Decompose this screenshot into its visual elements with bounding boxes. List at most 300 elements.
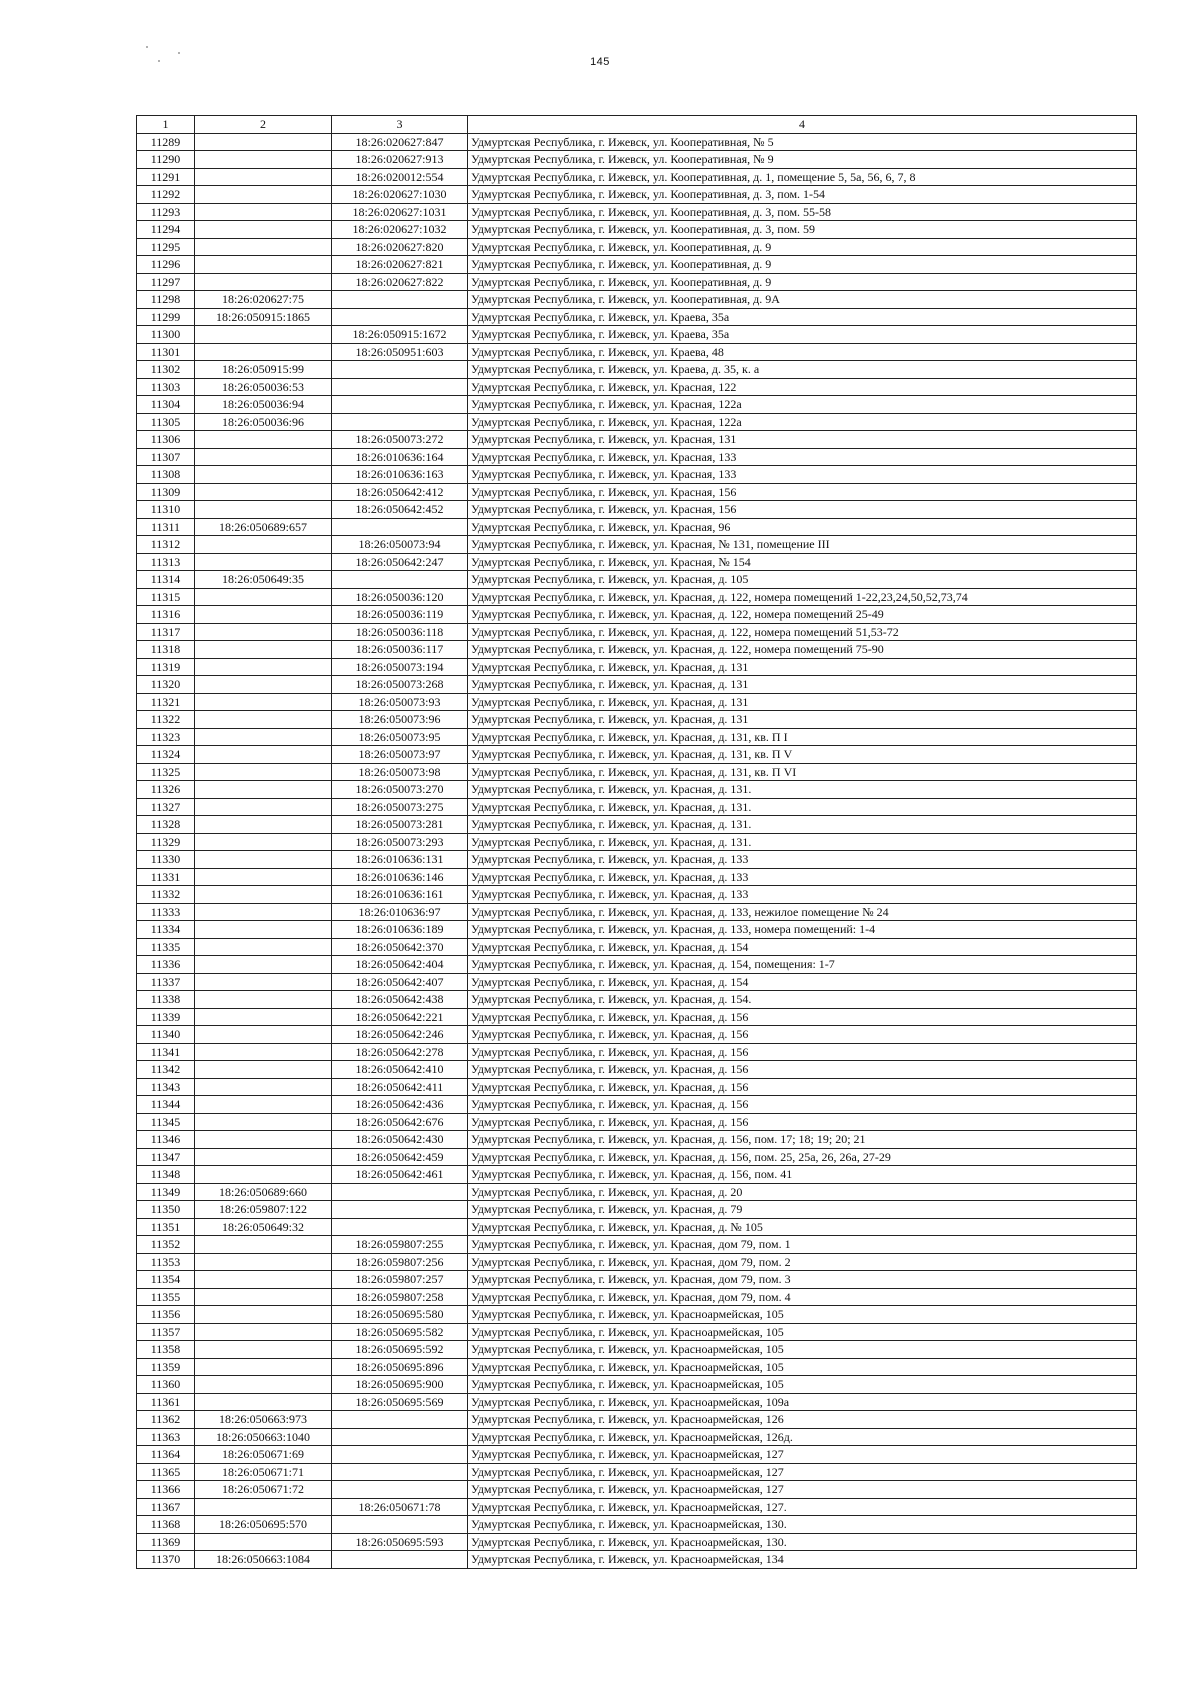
building-cadastral-cell: 18:26:050695:593 — [332, 1533, 468, 1551]
land-cadastral-cell: 18:26:050915:1865 — [195, 308, 332, 326]
land-cadastral-cell: 18:26:050671:72 — [195, 1481, 332, 1499]
table-row — [137, 1166, 1137, 1184]
row-number-cell: 11360 — [137, 1376, 195, 1394]
table-row — [137, 1358, 1137, 1376]
land-cadastral-cell — [195, 623, 332, 641]
land-cadastral-cell — [195, 1236, 332, 1254]
address-cell: Удмуртская Республика, г. Ижевск, ул. Красная, 156 — [468, 483, 1137, 501]
table-row — [137, 168, 1137, 186]
land-cadastral-cell: 18:26:050695:570 — [195, 1516, 332, 1534]
address-cell: Удмуртская Республика, г. Ижевск, ул. Красная, д. 154 — [468, 973, 1137, 991]
land-cadastral-cell — [195, 1131, 332, 1149]
row-number-cell: 11310 — [137, 501, 195, 519]
table-row — [137, 1463, 1137, 1481]
land-cadastral-cell: 18:26:050649:32 — [195, 1218, 332, 1236]
address-cell: Удмуртская Республика, г. Ижевск, ул. Красноармейская, 109а — [468, 1393, 1137, 1411]
row-number-cell: 11311 — [137, 518, 195, 536]
row-number-cell: 11306 — [137, 431, 195, 449]
row-number-cell: 11361 — [137, 1393, 195, 1411]
address-cell: Удмуртская Республика, г. Ижевск, ул. Красноармейская, 126д. — [468, 1428, 1137, 1446]
table-row — [137, 466, 1137, 484]
building-cadastral-cell: 18:26:050642:411 — [332, 1078, 468, 1096]
row-number-cell: 11353 — [137, 1253, 195, 1271]
table-row — [137, 833, 1137, 851]
table-row — [137, 1131, 1137, 1149]
building-cadastral-cell: 18:26:050642:407 — [332, 973, 468, 991]
row-number-cell: 11293 — [137, 203, 195, 221]
land-cadastral-cell — [195, 1113, 332, 1131]
land-cadastral-cell — [195, 273, 332, 291]
building-cadastral-cell: 18:26:050073:93 — [332, 693, 468, 711]
row-number-cell: 11347 — [137, 1148, 195, 1166]
address-cell: Удмуртская Республика, г. Ижевск, ул. Красная, 133 — [468, 466, 1137, 484]
address-cell: Удмуртская Республика, г. Ижевск, ул. Красная, д. 20 — [468, 1183, 1137, 1201]
address-cell: Удмуртская Республика, г. Ижевск, ул. Красная, д. 156 — [468, 1043, 1137, 1061]
table-row — [137, 378, 1137, 396]
building-cadastral-cell: 18:26:050642:430 — [332, 1131, 468, 1149]
row-number-cell: 11297 — [137, 273, 195, 291]
building-cadastral-cell: 18:26:050671:78 — [332, 1498, 468, 1516]
table-row — [137, 1341, 1137, 1359]
row-number-cell: 11333 — [137, 903, 195, 921]
land-cadastral-cell — [195, 833, 332, 851]
building-cadastral-cell — [332, 361, 468, 379]
building-cadastral-cell — [332, 1428, 468, 1446]
building-cadastral-cell: 18:26:050695:569 — [332, 1393, 468, 1411]
building-cadastral-cell: 18:26:010636:131 — [332, 851, 468, 869]
building-cadastral-cell: 18:26:050642:278 — [332, 1043, 468, 1061]
building-cadastral-cell — [332, 1551, 468, 1569]
table-row — [137, 308, 1137, 326]
table-row — [137, 886, 1137, 904]
table-row — [137, 1411, 1137, 1429]
address-cell: Удмуртская Республика, г. Ижевск, ул. Кооперативная, д. 9 — [468, 273, 1137, 291]
table-row — [137, 606, 1137, 624]
table-row — [137, 658, 1137, 676]
table-row — [137, 133, 1137, 151]
address-cell: Удмуртская Республика, г. Ижевск, ул. Красная, д. 156 — [468, 1113, 1137, 1131]
row-number-cell: 11299 — [137, 308, 195, 326]
row-number-cell: 11366 — [137, 1481, 195, 1499]
address-cell: Удмуртская Республика, г. Ижевск, ул. Красная, дом 79, пом. 2 — [468, 1253, 1137, 1271]
building-cadastral-cell: 18:26:050073:275 — [332, 798, 468, 816]
building-cadastral-cell: 18:26:050642:412 — [332, 483, 468, 501]
row-number-cell: 11367 — [137, 1498, 195, 1516]
building-cadastral-cell — [332, 571, 468, 589]
row-number-cell: 11370 — [137, 1551, 195, 1569]
table-row — [137, 728, 1137, 746]
address-cell: Удмуртская Республика, г. Ижевск, ул. Красная, д. 133, номера помещений: 1-4 — [468, 921, 1137, 939]
table-row — [137, 1236, 1137, 1254]
row-number-cell: 11315 — [137, 588, 195, 606]
table-row — [137, 903, 1137, 921]
row-number-cell: 11329 — [137, 833, 195, 851]
table-row — [137, 1043, 1137, 1061]
table-row — [137, 693, 1137, 711]
table-row — [137, 588, 1137, 606]
land-cadastral-cell — [195, 728, 332, 746]
table-row — [137, 816, 1137, 834]
table-row — [137, 1113, 1137, 1131]
address-cell: Удмуртская Республика, г. Ижевск, ул. Красная, д. 154. — [468, 991, 1137, 1009]
land-cadastral-cell: 18:26:050036:94 — [195, 396, 332, 414]
land-cadastral-cell — [195, 133, 332, 151]
header-col-4: 4 — [468, 116, 1137, 134]
land-cadastral-cell: 18:26:050689:657 — [195, 518, 332, 536]
table-row — [137, 1271, 1137, 1289]
building-cadastral-cell: 18:26:050951:603 — [332, 343, 468, 361]
row-number-cell: 11344 — [137, 1096, 195, 1114]
address-cell: Удмуртская Республика, г. Ижевск, ул. Кооперативная, д. 3, пом. 1-54 — [468, 186, 1137, 204]
building-cadastral-cell — [332, 1201, 468, 1219]
row-number-cell: 11355 — [137, 1288, 195, 1306]
table-row — [137, 956, 1137, 974]
address-cell: Удмуртская Республика, г. Ижевск, ул. Кооперативная, д. 9 — [468, 256, 1137, 274]
row-number-cell: 11295 — [137, 238, 195, 256]
table-row — [137, 641, 1137, 659]
table-row — [137, 1148, 1137, 1166]
table-row — [137, 448, 1137, 466]
row-number-cell: 11307 — [137, 448, 195, 466]
row-number-cell: 11300 — [137, 326, 195, 344]
land-cadastral-cell: 18:26:050663:973 — [195, 1411, 332, 1429]
header-col-1: 1 — [137, 116, 195, 134]
land-cadastral-cell — [195, 1288, 332, 1306]
land-cadastral-cell — [195, 256, 332, 274]
address-cell: Удмуртская Республика, г. Ижевск, ул. Красная, д. 131. — [468, 833, 1137, 851]
land-cadastral-cell: 18:26:050915:99 — [195, 361, 332, 379]
land-cadastral-cell — [195, 483, 332, 501]
building-cadastral-cell: 18:26:050073:96 — [332, 711, 468, 729]
land-cadastral-cell — [195, 1341, 332, 1359]
building-cadastral-cell: 18:26:050642:459 — [332, 1148, 468, 1166]
building-cadastral-cell: 18:26:050695:580 — [332, 1306, 468, 1324]
row-number-cell: 11290 — [137, 151, 195, 169]
address-cell: Удмуртская Республика, г. Ижевск, ул. Красная, д. 156 — [468, 1026, 1137, 1044]
land-cadastral-cell — [195, 466, 332, 484]
address-cell: Удмуртская Республика, г. Ижевск, ул. Красная, д. 131. — [468, 781, 1137, 799]
address-cell: Удмуртская Республика, г. Ижевск, ул. Красная, д. 156 — [468, 1061, 1137, 1079]
address-cell: Удмуртская Республика, г. Ижевск, ул. Красноармейская, 105 — [468, 1376, 1137, 1394]
table-row — [137, 1428, 1137, 1446]
table-row — [137, 1516, 1137, 1534]
address-cell: Удмуртская Республика, г. Ижевск, ул. Красная, д. 133, нежилое помещение № 24 — [468, 903, 1137, 921]
table-row — [137, 1288, 1137, 1306]
row-number-cell: 11320 — [137, 676, 195, 694]
land-cadastral-cell — [195, 606, 332, 624]
header-col-2: 2 — [195, 116, 332, 134]
table-row — [137, 1253, 1137, 1271]
building-cadastral-cell — [332, 1516, 468, 1534]
address-cell: Удмуртская Республика, г. Ижевск, ул. Краева, 35а — [468, 308, 1137, 326]
land-cadastral-cell — [195, 186, 332, 204]
row-number-cell: 11302 — [137, 361, 195, 379]
table-row — [137, 553, 1137, 571]
table-body — [137, 133, 1137, 1568]
building-cadastral-cell: 18:26:050073:272 — [332, 431, 468, 449]
land-cadastral-cell — [195, 991, 332, 1009]
row-number-cell: 11339 — [137, 1008, 195, 1026]
land-cadastral-cell — [195, 1323, 332, 1341]
table-row — [137, 291, 1137, 309]
row-number-cell: 11365 — [137, 1463, 195, 1481]
row-number-cell: 11332 — [137, 886, 195, 904]
address-cell: Удмуртская Республика, г. Ижевск, ул. Красная, 133 — [468, 448, 1137, 466]
address-cell: Удмуртская Республика, г. Ижевск, ул. Красная, д. 122, номера помещений 51,53-72 — [468, 623, 1137, 641]
building-cadastral-cell: 18:26:050642:404 — [332, 956, 468, 974]
building-cadastral-cell — [332, 291, 468, 309]
row-number-cell: 11351 — [137, 1218, 195, 1236]
row-number-cell: 11346 — [137, 1131, 195, 1149]
table-row — [137, 991, 1137, 1009]
land-cadastral-cell — [195, 816, 332, 834]
table-row — [137, 186, 1137, 204]
land-cadastral-cell — [195, 1148, 332, 1166]
address-cell: Удмуртская Республика, г. Ижевск, ул. Красная, дом 79, пом. 1 — [468, 1236, 1137, 1254]
land-cadastral-cell — [195, 1306, 332, 1324]
building-cadastral-cell: 18:26:020627:1031 — [332, 203, 468, 221]
row-number-cell: 11317 — [137, 623, 195, 641]
address-cell: Удмуртская Республика, г. Ижевск, ул. Красная, № 131, помещение III — [468, 536, 1137, 554]
address-cell: Удмуртская Республика, г. Ижевск, ул. Красная, д. 131 — [468, 693, 1137, 711]
table-row — [137, 221, 1137, 239]
address-cell: Удмуртская Республика, г. Ижевск, ул. Красная, 122 — [468, 378, 1137, 396]
row-number-cell: 11358 — [137, 1341, 195, 1359]
address-cell: Удмуртская Республика, г. Ижевск, ул. Кооперативная, д. 1, помещение 5, 5а, 56, 6, 7, 8 — [468, 168, 1137, 186]
row-number-cell: 11304 — [137, 396, 195, 414]
address-cell: Удмуртская Республика, г. Ижевск, ул. Красная, д. 131, кв. П I — [468, 728, 1137, 746]
row-number-cell: 11308 — [137, 466, 195, 484]
page-number: 145 — [590, 56, 610, 68]
table-row — [137, 1498, 1137, 1516]
address-cell: Удмуртская Республика, г. Ижевск, ул. Красная, 131 — [468, 431, 1137, 449]
table-row — [137, 711, 1137, 729]
building-cadastral-cell: 18:26:050915:1672 — [332, 326, 468, 344]
land-cadastral-cell: 18:26:050036:53 — [195, 378, 332, 396]
building-cadastral-cell: 18:26:010636:161 — [332, 886, 468, 904]
address-cell: Удмуртская Республика, г. Ижевск, ул. Красноармейская, 130. — [468, 1516, 1137, 1534]
table-row — [137, 326, 1137, 344]
land-cadastral-cell — [195, 168, 332, 186]
row-number-cell: 11294 — [137, 221, 195, 239]
building-cadastral-cell — [332, 378, 468, 396]
address-cell: Удмуртская Республика, г. Ижевск, ул. Красная, д. 122, номера помещений 1-22,23,24,50,52,73,74 — [468, 588, 1137, 606]
building-cadastral-cell: 18:26:020627:1032 — [332, 221, 468, 239]
building-cadastral-cell: 18:26:020627:822 — [332, 273, 468, 291]
building-cadastral-cell: 18:26:050073:97 — [332, 746, 468, 764]
land-cadastral-cell — [195, 1393, 332, 1411]
address-cell: Удмуртская Республика, г. Ижевск, ул. Красноармейская, 105 — [468, 1341, 1137, 1359]
building-cadastral-cell: 18:26:020627:1030 — [332, 186, 468, 204]
table-row — [137, 273, 1137, 291]
land-cadastral-cell — [195, 1078, 332, 1096]
table-row — [137, 973, 1137, 991]
row-number-cell: 11350 — [137, 1201, 195, 1219]
building-cadastral-cell: 18:26:050642:221 — [332, 1008, 468, 1026]
address-cell: Удмуртская Республика, г. Ижевск, ул. Краева, 35а — [468, 326, 1137, 344]
table-row — [137, 536, 1137, 554]
address-cell: Удмуртская Республика, г. Ижевск, ул. Красная, 122а — [468, 413, 1137, 431]
row-number-cell: 11354 — [137, 1271, 195, 1289]
building-cadastral-cell: 18:26:020627:847 — [332, 133, 468, 151]
land-cadastral-cell — [195, 658, 332, 676]
building-cadastral-cell: 18:26:010636:146 — [332, 868, 468, 886]
land-cadastral-cell — [195, 868, 332, 886]
building-cadastral-cell: 18:26:059807:258 — [332, 1288, 468, 1306]
row-number-cell: 11326 — [137, 781, 195, 799]
row-number-cell: 11364 — [137, 1446, 195, 1464]
land-cadastral-cell: 18:26:050036:96 — [195, 413, 332, 431]
land-cadastral-cell — [195, 1026, 332, 1044]
row-number-cell: 11335 — [137, 938, 195, 956]
building-cadastral-cell — [332, 413, 468, 431]
land-cadastral-cell — [195, 221, 332, 239]
land-cadastral-cell: 18:26:050663:1084 — [195, 1551, 332, 1569]
building-cadastral-cell — [332, 396, 468, 414]
land-cadastral-cell — [195, 1166, 332, 1184]
land-cadastral-cell — [195, 956, 332, 974]
land-cadastral-cell — [195, 1043, 332, 1061]
land-cadastral-cell — [195, 553, 332, 571]
table-row — [137, 203, 1137, 221]
row-number-cell: 11338 — [137, 991, 195, 1009]
land-cadastral-cell — [195, 431, 332, 449]
address-cell: Удмуртская Республика, г. Ижевск, ул. Красноармейская, 105 — [468, 1358, 1137, 1376]
table-row — [137, 238, 1137, 256]
row-number-cell: 11319 — [137, 658, 195, 676]
table-row — [137, 1323, 1137, 1341]
table-row — [137, 518, 1137, 536]
row-number-cell: 11313 — [137, 553, 195, 571]
table-row — [137, 868, 1137, 886]
land-cadastral-cell: 18:26:050649:35 — [195, 571, 332, 589]
address-cell: Удмуртская Республика, г. Ижевск, ул. Красная, д. 105 — [468, 571, 1137, 589]
header-row — [137, 116, 1137, 134]
building-cadastral-cell: 18:26:050695:896 — [332, 1358, 468, 1376]
land-cadastral-cell — [195, 938, 332, 956]
address-cell: Удмуртская Республика, г. Ижевск, ул. Красная, д. 131, кв. П V — [468, 746, 1137, 764]
land-cadastral-cell — [195, 781, 332, 799]
land-cadastral-cell — [195, 343, 332, 361]
header-col-3: 3 — [332, 116, 468, 134]
building-cadastral-cell: 18:26:050073:281 — [332, 816, 468, 834]
table-row — [137, 1306, 1137, 1324]
table-header — [137, 116, 1137, 134]
row-number-cell: 11348 — [137, 1166, 195, 1184]
row-number-cell: 11369 — [137, 1533, 195, 1551]
table-row — [137, 1551, 1137, 1569]
address-cell: Удмуртская Республика, г. Ижевск, ул. Красная, д. 133 — [468, 851, 1137, 869]
building-cadastral-cell: 18:26:050036:120 — [332, 588, 468, 606]
building-cadastral-cell — [332, 1183, 468, 1201]
land-cadastral-cell — [195, 903, 332, 921]
table-row — [137, 676, 1137, 694]
address-cell: Удмуртская Республика, г. Ижевск, ул. Красная, дом 79, пом. 3 — [468, 1271, 1137, 1289]
building-cadastral-cell: 18:26:050642:246 — [332, 1026, 468, 1044]
address-cell: Удмуртская Республика, г. Ижевск, ул. Красная, 122а — [468, 396, 1137, 414]
building-cadastral-cell: 18:26:050642:438 — [332, 991, 468, 1009]
land-cadastral-cell — [195, 763, 332, 781]
land-cadastral-cell: 18:26:050671:71 — [195, 1463, 332, 1481]
land-cadastral-cell — [195, 711, 332, 729]
land-cadastral-cell — [195, 1096, 332, 1114]
table-row — [137, 851, 1137, 869]
table-row — [137, 1481, 1137, 1499]
table-row — [137, 431, 1137, 449]
address-cell: Удмуртская Республика, г. Ижевск, ул. Красная, д. 131 — [468, 658, 1137, 676]
table-row — [137, 623, 1137, 641]
address-cell: Удмуртская Республика, г. Ижевск, ул. Красная, дом 79, пом. 4 — [468, 1288, 1137, 1306]
land-cadastral-cell — [195, 326, 332, 344]
row-number-cell: 11301 — [137, 343, 195, 361]
table-row — [137, 151, 1137, 169]
address-cell: Удмуртская Республика, г. Ижевск, ул. Красноармейская, 134 — [468, 1551, 1137, 1569]
building-cadastral-cell: 18:26:050695:592 — [332, 1341, 468, 1359]
address-cell: Удмуртская Республика, г. Ижевск, ул. Красная, д. 131. — [468, 816, 1137, 834]
building-cadastral-cell: 18:26:050695:900 — [332, 1376, 468, 1394]
building-cadastral-cell — [332, 1218, 468, 1236]
address-cell: Удмуртская Республика, г. Ижевск, ул. Кооперативная, д. 9А — [468, 291, 1137, 309]
row-number-cell: 11321 — [137, 693, 195, 711]
land-cadastral-cell — [195, 1271, 332, 1289]
land-cadastral-cell — [195, 1008, 332, 1026]
building-cadastral-cell: 18:26:050642:436 — [332, 1096, 468, 1114]
table-row — [137, 1096, 1137, 1114]
land-cadastral-cell — [195, 973, 332, 991]
address-cell: Удмуртская Республика, г. Ижевск, ул. Кооперативная, № 5 — [468, 133, 1137, 151]
table-row — [137, 361, 1137, 379]
building-cadastral-cell: 18:26:020627:821 — [332, 256, 468, 274]
building-cadastral-cell: 18:26:059807:256 — [332, 1253, 468, 1271]
row-number-cell: 11312 — [137, 536, 195, 554]
address-cell: Удмуртская Республика, г. Ижевск, ул. Красноармейская, 127 — [468, 1463, 1137, 1481]
row-number-cell: 11352 — [137, 1236, 195, 1254]
address-cell: Удмуртская Республика, г. Ижевск, ул. Кооперативная, № 9 — [468, 151, 1137, 169]
address-cell: Удмуртская Республика, г. Ижевск, ул. Красная, д. 122, номера помещений 75-90 — [468, 641, 1137, 659]
building-cadastral-cell: 18:26:050073:98 — [332, 763, 468, 781]
address-cell: Удмуртская Республика, г. Ижевск, ул. Кооперативная, д. 3, пом. 59 — [468, 221, 1137, 239]
row-number-cell: 11341 — [137, 1043, 195, 1061]
land-cadastral-cell — [195, 1253, 332, 1271]
land-cadastral-cell — [195, 798, 332, 816]
building-cadastral-cell — [332, 1463, 468, 1481]
building-cadastral-cell: 18:26:050073:94 — [332, 536, 468, 554]
building-cadastral-cell: 18:26:010636:189 — [332, 921, 468, 939]
address-cell: Удмуртская Республика, г. Ижевск, ул. Кооперативная, д. 3, пом. 55-58 — [468, 203, 1137, 221]
row-number-cell: 11325 — [137, 763, 195, 781]
building-cadastral-cell: 18:26:050073:293 — [332, 833, 468, 851]
building-cadastral-cell — [332, 308, 468, 326]
building-cadastral-cell: 18:26:020627:913 — [332, 151, 468, 169]
address-cell: Удмуртская Республика, г. Ижевск, ул. Красная, д. 154 — [468, 938, 1137, 956]
address-cell: Удмуртская Республика, г. Ижевск, ул. Красноармейская, 126 — [468, 1411, 1137, 1429]
land-cadastral-cell — [195, 921, 332, 939]
land-cadastral-cell — [195, 203, 332, 221]
land-cadastral-cell — [195, 693, 332, 711]
table-row — [137, 781, 1137, 799]
row-number-cell: 11343 — [137, 1078, 195, 1096]
row-number-cell: 11323 — [137, 728, 195, 746]
land-cadastral-cell: 18:26:050689:660 — [195, 1183, 332, 1201]
address-cell: Удмуртская Республика, г. Ижевск, ул. Красноармейская, 127 — [468, 1446, 1137, 1464]
row-number-cell: 11342 — [137, 1061, 195, 1079]
address-cell: Удмуртская Республика, г. Ижевск, ул. Красная, д. 131. — [468, 798, 1137, 816]
address-cell: Удмуртская Республика, г. Ижевск, ул. Красная, д. 156 — [468, 1008, 1137, 1026]
address-cell: Удмуртская Республика, г. Ижевск, ул. Красноармейская, 105 — [468, 1306, 1137, 1324]
land-cadastral-cell — [195, 1376, 332, 1394]
building-cadastral-cell: 18:26:050036:117 — [332, 641, 468, 659]
address-cell: Удмуртская Республика, г. Ижевск, ул. Красная, д. 131 — [468, 711, 1137, 729]
